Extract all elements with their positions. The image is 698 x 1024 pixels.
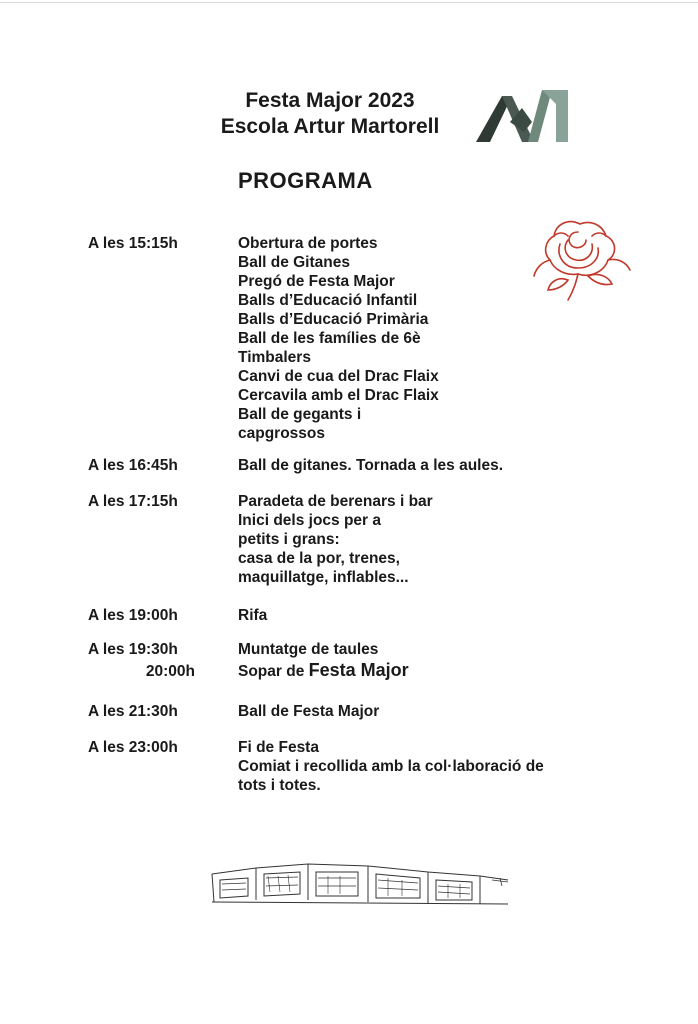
event-item: Ball de gegants i	[238, 406, 362, 423]
event-item: Ball de gitanes. Tornada a les aules.	[238, 457, 504, 474]
event-item: capgrossos	[238, 425, 326, 442]
event-text-emphasis: Festa Major	[308, 660, 409, 680]
event-item: Rifa	[238, 607, 268, 624]
event-item: maquillatge, inflables...	[238, 569, 409, 586]
event-item: Timbalers	[238, 349, 311, 366]
event-item: Ball de les famílies de 6è	[238, 330, 421, 347]
school-logo-icon	[472, 86, 572, 144]
event-text: Sopar de	[238, 663, 309, 680]
event-list	[238, 640, 598, 681]
event-item: Cercavila amb el Drac Flaix	[238, 387, 439, 404]
event-item: Ball de Festa Major	[238, 703, 380, 720]
header	[200, 88, 460, 140]
event-list	[238, 606, 598, 625]
event-list	[238, 738, 598, 795]
title-line-2: Escola Artur Martorell	[220, 115, 440, 138]
school-building-sketch-icon	[208, 850, 518, 910]
event-list	[238, 456, 598, 475]
event-item: tots i totes.	[238, 777, 321, 794]
event-item: Pregó de Festa Major	[238, 273, 395, 290]
time-label-secondary: 20:00h	[145, 663, 195, 680]
event-list	[238, 234, 598, 443]
event-item: Ball de Gitanes	[238, 254, 350, 271]
event-item: Muntatge de taules	[238, 641, 379, 658]
scan-edge-line	[0, 2, 698, 3]
time-label: A les 19:30h	[88, 641, 178, 658]
event-item: Comiat i recollida amb la col·laboració de	[238, 758, 544, 775]
time-label: A les 17:15h	[88, 493, 178, 510]
event-list	[238, 492, 598, 587]
event-item: petits i grans:	[238, 531, 340, 548]
title-line-1: Festa Major 2023	[245, 89, 415, 112]
event-item: Inici dels jocs per a	[238, 512, 382, 529]
time-label: A les 16:45h	[88, 457, 178, 474]
time-label: A les 21:30h	[88, 703, 178, 720]
event-item: Paradeta de berenars i bar	[238, 493, 433, 510]
time-label: A les 19:00h	[88, 607, 178, 624]
event-item: Fi de Festa	[238, 739, 319, 756]
event-item: Balls d’Educació Infantil	[238, 292, 418, 309]
event-item: Balls d’Educació Primària	[238, 311, 429, 328]
event-item: Canvi de cua del Drac Flaix	[238, 368, 439, 385]
event-item	[238, 661, 598, 681]
event-list	[238, 702, 598, 721]
time-label: A les 15:15h	[88, 235, 178, 252]
event-item: casa de la por, trenes,	[238, 550, 400, 567]
section-title: PROGRAMA	[238, 168, 373, 193]
event-item: Obertura de portes	[238, 235, 378, 252]
time-label: A les 23:00h	[88, 739, 178, 756]
